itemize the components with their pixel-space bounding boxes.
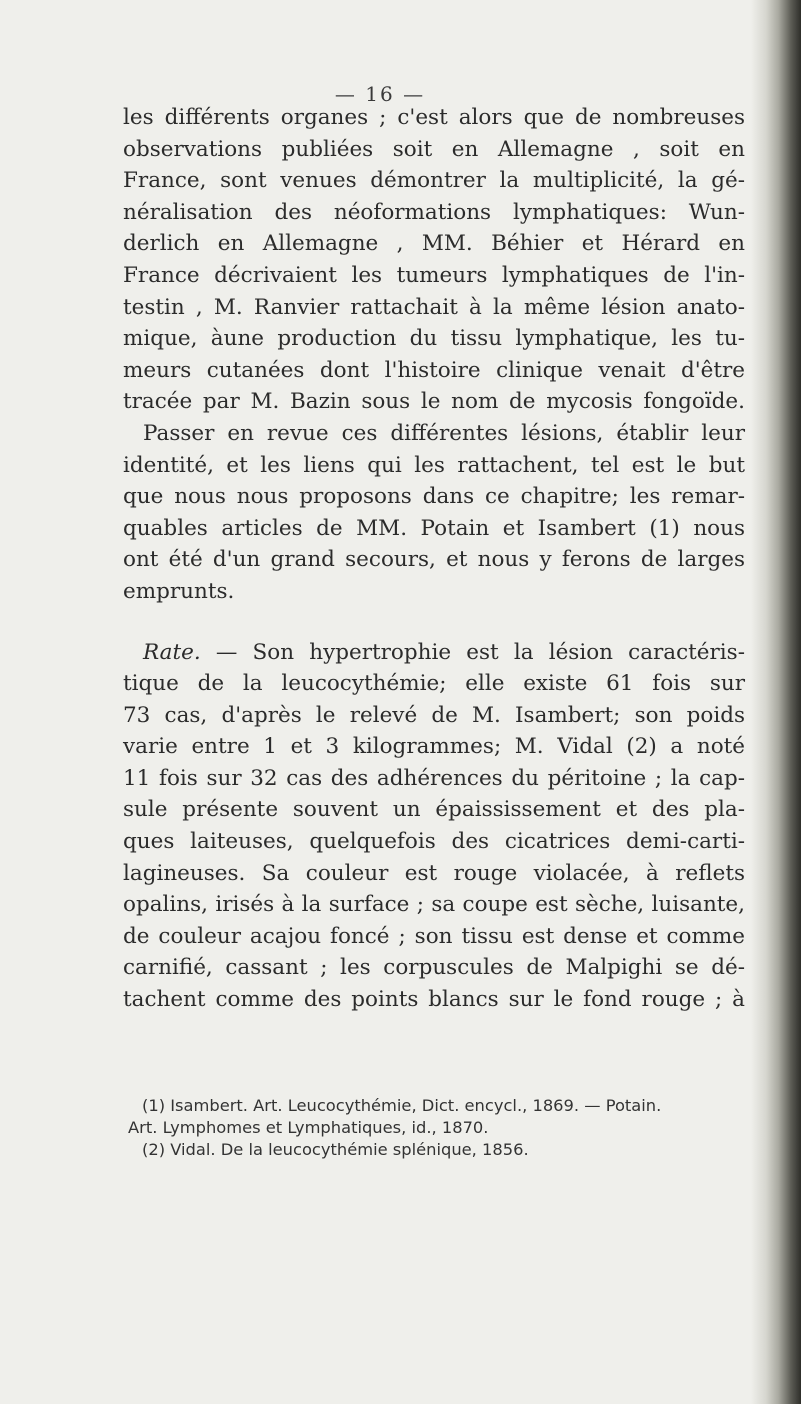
text-line: carnifié, cassant ; les corpuscules de Malpighi se dé- [123, 955, 745, 981]
text-line: observations publiées soit en Allemagne , soit en [123, 136, 745, 162]
text-line: derlich en Allemagne , MM. Béhier et Hérard en [123, 231, 745, 257]
footnotes [128, 1095, 748, 1161]
text-line: France décrivaient les tumeurs lymphatiques de l'in- [123, 262, 745, 288]
paragraph-3 [123, 637, 745, 1016]
page-number-header: — 16 — [334, 82, 426, 106]
paragraph-1 [123, 102, 745, 418]
text-line: ont été d'un grand secours, et nous y ferons de larges [123, 547, 745, 573]
text-line: que nous nous proposons dans ce chapitre; les remar- [123, 484, 745, 510]
text-line: sule présente souvent un épaississement et des pla- [123, 797, 745, 823]
body-text [123, 102, 745, 1016]
section-heading-rate: Rate. [143, 639, 201, 665]
text-line: tracée par M. Bazin sous le nom de mycosis fongoïde. [123, 389, 745, 415]
text-line: identité, et les liens qui les rattachent, tel est le but [123, 452, 745, 478]
text-line: France, sont venues démontrer la multiplicité, la gé- [123, 168, 745, 194]
text-line-rest: — Son hypertrophie est la lésion caractéris- [200, 639, 745, 665]
page-edge-shadow [751, 0, 801, 1404]
text-line: ques laiteuses, quelquefois des cicatrices demi-carti- [123, 829, 745, 855]
text-line: tachent comme des points blancs sur le fond rouge ; à [123, 987, 745, 1013]
text-line: de couleur acajou foncé ; son tissu est dense et comme [123, 923, 745, 949]
footnote-1: (1) Isambert. Art. Leucocythémie, Dict. encycl., 1869. — Potain. [142, 1096, 662, 1115]
text-line: 11 fois sur 32 cas des adhérences du péritoine ; la cap- [123, 765, 745, 791]
text-line: emprunts. [123, 578, 235, 604]
text-line: opalins, irisés à la surface ; sa coupe est sèche, luisante, [123, 892, 745, 918]
text-line: les différents organes ; c'est alors que de nombreuses [123, 105, 745, 130]
footnote-2: (2) Vidal. De la leucocythémie splénique, 1856. [142, 1140, 529, 1159]
text-line: mique, àune production du tissu lymphatique, les tu- [123, 326, 745, 352]
text-line: meurs cutanées dont l'histoire clinique venait d'être [123, 357, 745, 383]
text-line: néralisation des néoformations lymphatiques: Wun- [123, 199, 745, 225]
text-line: quables articles de MM. Potain et Isambert (1) nous [123, 515, 745, 541]
text-line: lagineuses. Sa couleur est rouge violacée, à reflets [123, 860, 745, 886]
text-line [123, 637, 745, 669]
text-line: Passer en revue ces différentes lésions, établir leur [143, 420, 745, 446]
text-line: 73 cas, d'après le relevé de M. Isambert; son poids [123, 702, 745, 728]
paragraph-2 [123, 418, 745, 608]
text-line: tique de la leucocythémie; elle existe 61 fois sur [123, 671, 745, 697]
text-line: testin , M. Ranvier rattachait à la même lésion anato- [123, 294, 745, 320]
footnote-1-continued: Art. Lymphomes et Lymphatiques, id., 1870. [128, 1118, 489, 1137]
text-line: varie entre 1 et 3 kilogrammes; M. Vidal (2) a noté [123, 734, 745, 760]
paragraph-gap [123, 608, 745, 637]
